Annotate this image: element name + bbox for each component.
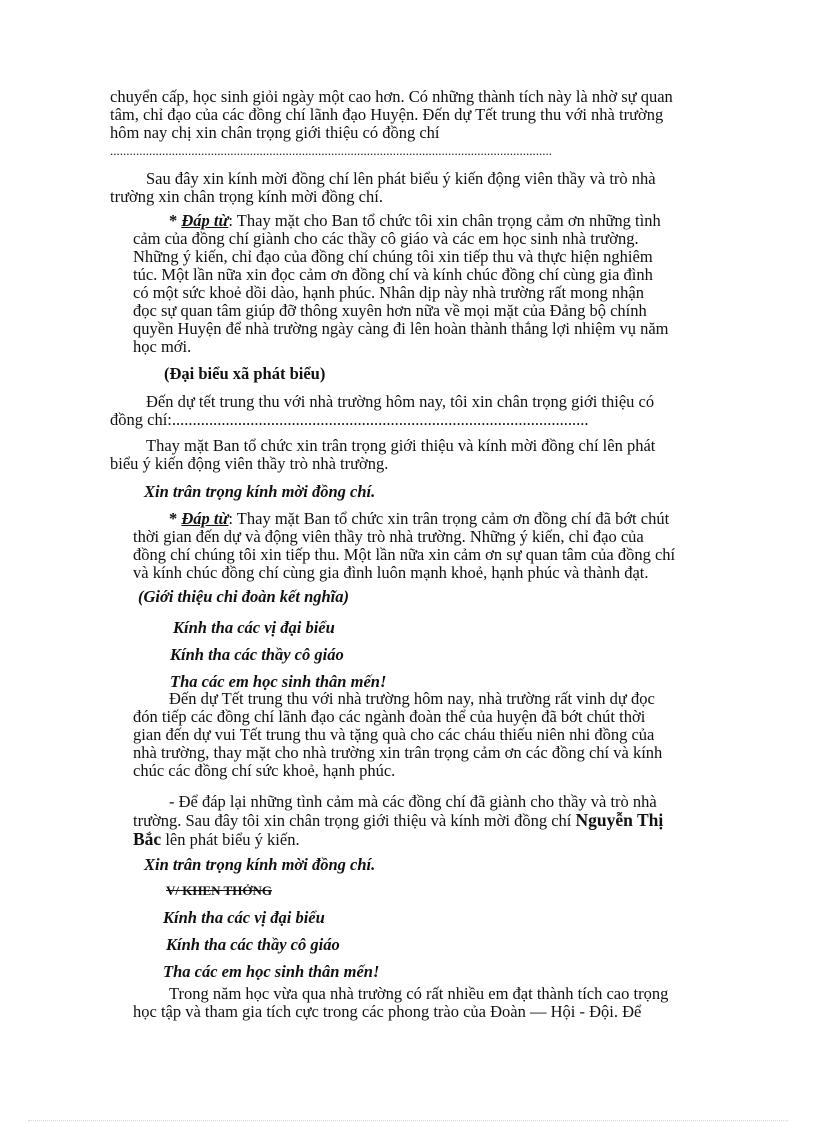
text-line: đồng chí chúng tôi xin tiếp thu. Một lần nữa xin cảm ơn sự quan tâm của đồng chí	[133, 545, 676, 564]
text-line: biểu ý kiến động viên thầy trò nhà trường.	[110, 454, 389, 473]
text-line: đồng chí:.....................................................................................................	[110, 410, 589, 429]
text-line: gian đến dự vui Tết trung thu và tặng quà cho các cháu thiếu niên nhi đồng của	[133, 725, 655, 744]
text-line: trường. Sau đây tôi xin chân trọng giới thiệu và kính mời đồng chí	[133, 811, 576, 830]
text-line: Những ý kiến, chỉ đạo của đồng chí chúng tôi xin tiếp thu và thực hiện nghiêm	[133, 247, 653, 266]
text-line: tâm, chỉ đạo của các đồng chí lãnh đạo Huyện. Đến dự Tết trung thu với nhà trường	[110, 105, 664, 124]
greeting-block-1	[170, 614, 386, 695]
paragraph-commune-intro	[110, 393, 654, 429]
paragraph-invite-speech	[110, 170, 656, 206]
heading-youth-union	[138, 588, 349, 606]
invite-line-2	[144, 856, 375, 874]
text-line: Xin trân trọng kính mời đồng chí.	[144, 855, 376, 874]
bullet-mark: *	[169, 509, 182, 528]
paragraph-awards	[133, 985, 668, 1021]
text-line: Sau đây xin kính mời đồng chí lên phát biểu ý kiến động viên thầy và trò nhà	[146, 169, 656, 188]
text-line: nhà trường, thay mặt cho nhà trường xin trân trọng cảm ơn các đồng chí và kính	[133, 743, 663, 762]
text-line: quyền Huyện để nhà trường ngày càng đi lên hoàn thành thắng lợi nhiệm vụ năm	[133, 319, 669, 338]
text-line: có một sức khoẻ dồi dào, hạnh phúc. Nhân dịp này nhà trường rất mong nhận	[133, 283, 644, 302]
text-line: - Để đáp lại những tình cảm mà các đồng chí đã giành cho thầy và trò nhà	[169, 792, 657, 811]
paragraph-commune-invite	[110, 437, 655, 473]
text-line: chuyển cấp, học sinh giỏi ngày một cao hơn. Có những thành tích này là nhờ sự quan	[110, 87, 673, 106]
heading-commune-delegate	[164, 365, 325, 383]
page-bottom-border	[28, 1120, 788, 1121]
text-line: túc. Một lần nữa xin đọc cảm ơn đồng chí và kính chúc đồng chí cùng gia đình	[133, 265, 653, 284]
text-line: trường xin chân trọng kính mời đồng chí.	[110, 187, 383, 206]
text-line: thời gian đến dự và động viên thầy trò nhà trường. Những ý kiến, chỉ đạo của	[133, 527, 644, 546]
reply-label: Đáp từ	[181, 211, 229, 230]
text-line: lên phát biểu ý kiến.	[161, 830, 300, 849]
text-line: Đến dự tết trung thu với nhà trường hôm nay, tôi xin chân trọng giới thiệu có	[146, 392, 655, 411]
text-line: đón tiếp các đồng chí lãnh đạo các ngành đoàn thể của huyện đã bớt chút thời	[133, 707, 646, 726]
invite-line-1	[144, 483, 375, 501]
reply-paragraph-1	[133, 212, 668, 356]
paragraph-introduce-speaker	[133, 793, 663, 849]
text-line: Trong năm học vừa qua nhà trường có rất nhiều em đạt thành tích cao trọng	[169, 984, 669, 1003]
text-line: và kính chúc đồng chí cùng gia đình luôn mạnh khoẻ, hạnh phúc và thành đạt.	[133, 563, 649, 582]
text-line: đọc sự quan tâm giúp đỡ thông xuyên hơn nữa về mọi mặt của Đảng bộ chính	[133, 301, 647, 320]
section-v-heading	[166, 882, 272, 900]
text-line: học mới.	[133, 337, 192, 356]
text-line: : Thay mặt cho Ban tổ chức tôi xin chân trọng cảm ơn những tình	[228, 211, 661, 230]
bullet-mark: *	[169, 211, 182, 230]
text-line: cảm của đồng chí giành cho các thầy cô giáo và các em học sinh nhà trường.	[133, 229, 639, 248]
greeting-block-2	[163, 904, 379, 985]
section-heading: V/ KHEN THỞNG	[166, 883, 272, 898]
greeting-line: Kính tha các thầy cô giáo	[166, 935, 340, 954]
dotted-fill-line: ........................................................................................................................................	[110, 143, 552, 158]
speaker-name: Nguyễn Thị	[575, 810, 664, 830]
text-line: hôm nay chị xin chân trọng giới thiệu có đồng chí	[110, 123, 440, 142]
greeting-line: Kính tha các thầy cô giáo	[170, 645, 344, 664]
text-line: : Thay mặt Ban tổ chức xin trân trọng cảm ơn đồng chí đã bớt chút	[228, 509, 670, 528]
paragraph-youth-union	[133, 690, 662, 780]
text-line: Đến dự Tết trung thu với nhà trường hôm nay, nhà trường rất vinh dự đọc	[169, 689, 655, 708]
reply-paragraph-2	[133, 510, 675, 582]
text-line: chúc các đồng chí sức khoẻ, hạnh phúc.	[133, 761, 396, 780]
text-line: Thay mặt Ban tổ chức xin trân trọng giới thiệu và kính mời đồng chí lên phát	[146, 436, 656, 455]
greeting-line: Kính tha các vị đại biểu	[163, 908, 325, 927]
greeting-line: Tha các em học sinh thân mến!	[163, 962, 380, 981]
greeting-line: Tha các em học sinh thân mến!	[170, 672, 387, 691]
section-heading: (Đại biểu xã phát biểu)	[164, 364, 326, 383]
paragraph-intro	[110, 88, 673, 160]
reply-label: Đáp từ	[181, 509, 229, 528]
section-heading: (Giới thiệu chi đoàn kết nghĩa)	[138, 587, 350, 606]
text-line: học tập và tham gia tích cực trong các phong trào của Đoàn — Hội - Đội. Để	[133, 1002, 642, 1021]
text-line: Xin trân trọng kính mời đồng chí.	[144, 482, 376, 501]
speaker-name: Bắc	[133, 829, 162, 849]
greeting-line: Kính tha các vị đại biểu	[173, 618, 335, 637]
